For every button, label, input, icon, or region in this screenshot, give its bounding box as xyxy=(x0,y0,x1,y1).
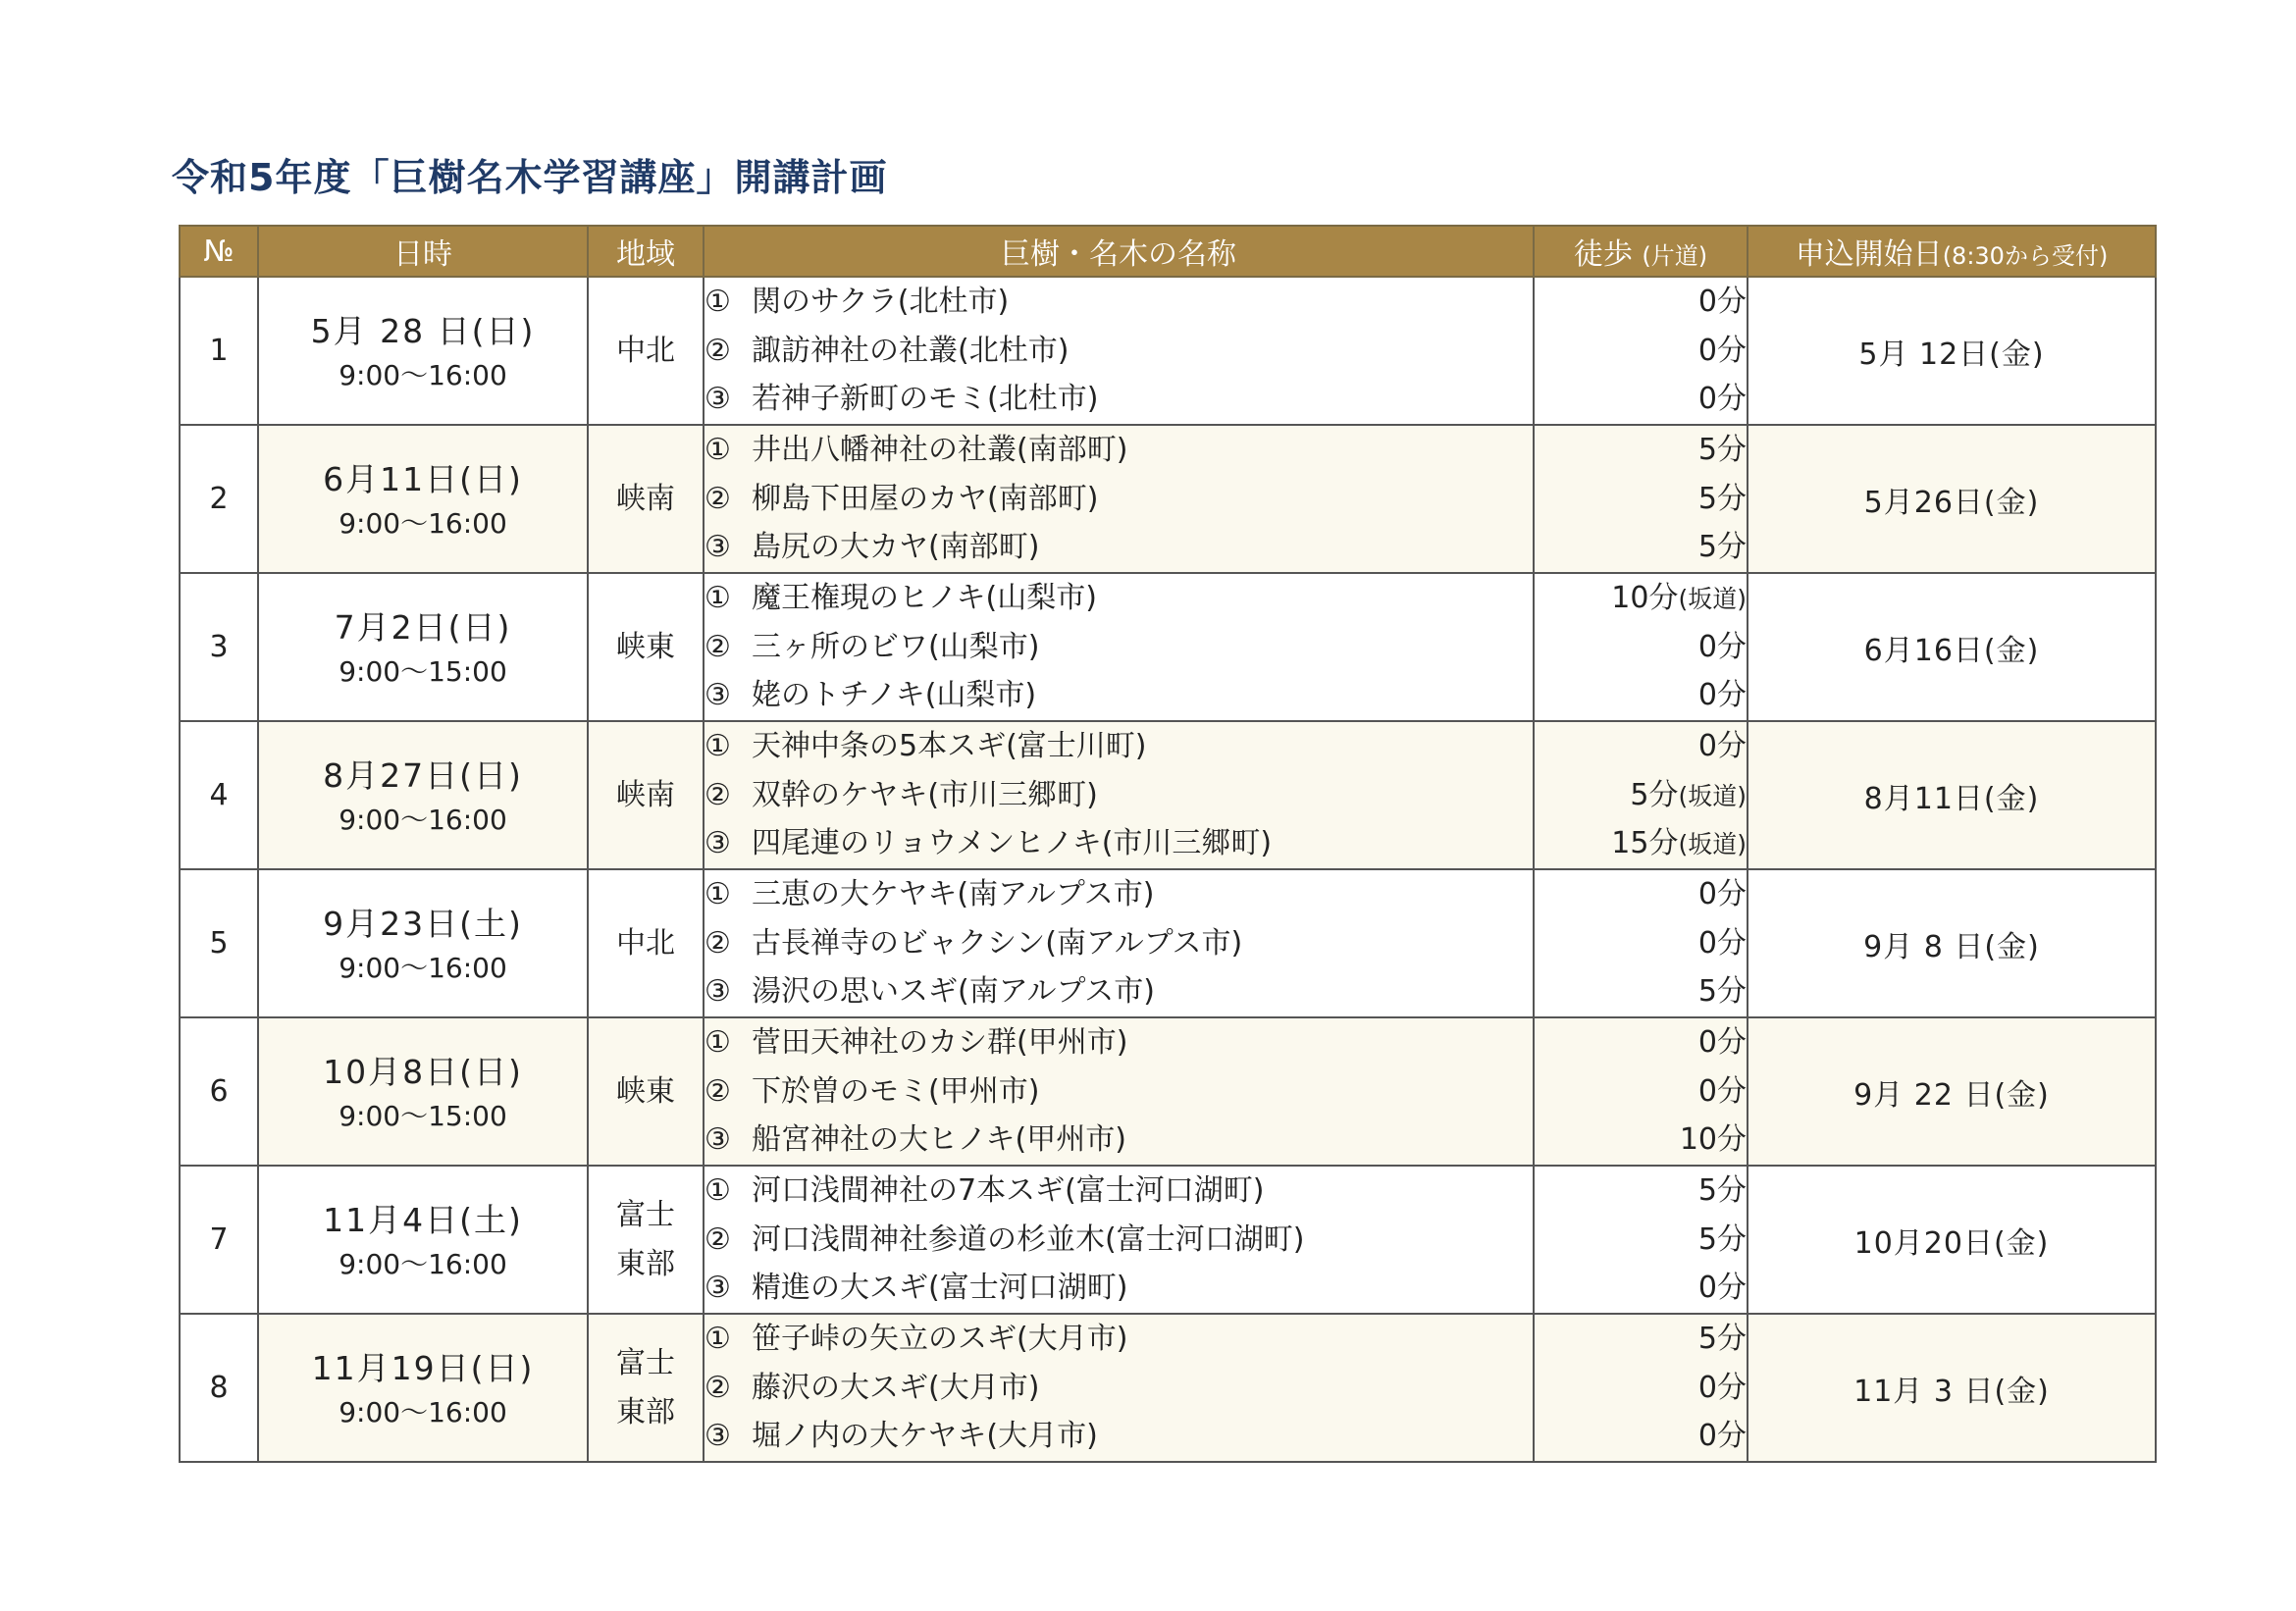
walk-time-item xyxy=(1535,722,1747,771)
walk-time: 0分 xyxy=(1697,1419,1747,1454)
region-name: 富士東部 xyxy=(616,1197,675,1281)
row-datetime xyxy=(258,573,588,721)
tree-name: 姥のトチノキ(山梨市) xyxy=(752,678,1037,713)
tree-name: 井出八幡神社の社叢(南部町) xyxy=(752,433,1128,468)
tree-name: 菅田天神社のカシ群(甲州市) xyxy=(752,1025,1128,1061)
tree-item xyxy=(704,771,1533,820)
walk-time-item xyxy=(1535,574,1747,623)
walk-time-item xyxy=(1535,1167,1747,1216)
tree-number: ③ xyxy=(704,1271,731,1306)
tree-name: 双幹のケヤキ(市川三郷町) xyxy=(752,777,1098,812)
walk-time: 0分 xyxy=(1697,925,1747,961)
tree-number: ② xyxy=(704,1221,731,1257)
walk-note: (坂道) xyxy=(1678,830,1747,859)
region-name: 峡南 xyxy=(616,481,675,516)
tree-number: ② xyxy=(704,333,731,368)
event-date: 9月23日(土) xyxy=(323,904,523,943)
table-header-row xyxy=(180,226,2156,277)
walk-time-item xyxy=(1535,523,1747,572)
walk-time: 5分 xyxy=(1697,1173,1747,1209)
walk-time-item xyxy=(1535,426,1747,475)
table-row xyxy=(180,573,2156,721)
tree-item xyxy=(704,671,1533,720)
region-name: 峡南 xyxy=(616,777,675,812)
region-name: 中北 xyxy=(616,333,675,368)
tree-item xyxy=(704,426,1533,475)
walk-time: 0分 xyxy=(1697,1073,1747,1109)
schedule-table xyxy=(179,225,2157,1463)
header-datetime: 日時 xyxy=(258,226,588,277)
walk-note: (坂道) xyxy=(1678,585,1747,614)
region-name: 富士東部 xyxy=(616,1345,675,1429)
row-walk xyxy=(1534,277,1748,425)
walk-time-item xyxy=(1535,819,1747,868)
application-start-date: 6月16日(金) xyxy=(1748,573,2156,721)
tree-number: ③ xyxy=(704,826,731,861)
tree-name: 柳島下田屋のカヤ(南部町) xyxy=(752,481,1099,516)
walk-time: 5分 xyxy=(1697,433,1747,468)
walk-time-item xyxy=(1535,1116,1747,1165)
tree-item xyxy=(704,919,1533,968)
tree-number: ③ xyxy=(704,974,731,1010)
walk-time-item xyxy=(1535,1412,1747,1461)
tree-number: ③ xyxy=(704,530,731,565)
tree-item xyxy=(704,1018,1533,1067)
event-time: 9:00～16:00 xyxy=(339,951,507,984)
tree-item xyxy=(704,870,1533,919)
walk-time: 5分 xyxy=(1697,481,1747,516)
application-start-date: 5月26日(金) xyxy=(1748,425,2156,573)
row-trees xyxy=(704,425,1534,573)
row-region xyxy=(588,277,704,425)
tree-number: ① xyxy=(704,433,731,468)
event-date: 10月8日(日) xyxy=(323,1052,523,1091)
walk-time: 0分 xyxy=(1697,729,1747,764)
tree-number: ② xyxy=(704,629,731,664)
walk-time: 10分 xyxy=(1679,1122,1747,1158)
tree-number: ① xyxy=(704,1025,731,1061)
row-number: 6 xyxy=(180,1017,258,1166)
event-date: 7月2日(日) xyxy=(334,607,512,647)
row-region xyxy=(588,1017,704,1166)
walk-time-item xyxy=(1535,967,1747,1016)
walk-note: (坂道) xyxy=(1678,781,1747,810)
table-body xyxy=(180,277,2156,1462)
row-datetime xyxy=(258,277,588,425)
row-trees xyxy=(704,721,1534,869)
walk-time: 0分 xyxy=(1697,333,1747,368)
walk-time-item xyxy=(1535,1364,1747,1413)
region-name: 峡東 xyxy=(616,629,675,664)
tree-name: 湯沢の思いスギ(南アルプス市) xyxy=(752,974,1156,1010)
tree-name: 諏訪神社の社叢(北杜市) xyxy=(752,333,1070,368)
tree-item xyxy=(704,1364,1533,1413)
tree-name: 河口浅間神社の7本スギ(富士河口湖町) xyxy=(752,1173,1265,1209)
tree-item xyxy=(704,623,1533,672)
row-datetime xyxy=(258,1017,588,1166)
tree-number: ① xyxy=(704,285,731,320)
tree-item xyxy=(704,523,1533,572)
row-number: 2 xyxy=(180,425,258,573)
tree-name: 関のサクラ(北杜市) xyxy=(752,285,1010,320)
walk-time-item xyxy=(1535,278,1747,327)
tree-name: 下於曽のモミ(甲州市) xyxy=(752,1073,1040,1109)
tree-number: ① xyxy=(704,1322,731,1357)
table-row xyxy=(180,1017,2156,1166)
header-walk-label: 徒歩 xyxy=(1573,237,1633,272)
header-no: № xyxy=(180,226,258,277)
tree-number: ③ xyxy=(704,1122,731,1158)
tree-number: ② xyxy=(704,481,731,516)
event-date: 5月 28 日(日) xyxy=(310,311,536,350)
row-trees xyxy=(704,1017,1534,1166)
header-walk-note: (片道) xyxy=(1642,242,1708,270)
row-walk xyxy=(1534,1017,1748,1166)
table-row xyxy=(180,721,2156,869)
row-trees xyxy=(704,869,1534,1017)
region-name: 峡東 xyxy=(616,1073,675,1109)
tree-name: 若神子新町のモミ(北杜市) xyxy=(752,382,1099,417)
walk-time-item xyxy=(1535,375,1747,424)
row-trees xyxy=(704,1166,1534,1314)
tree-number: ① xyxy=(704,729,731,764)
tree-name: 船宮神社の大ヒノキ(甲州市) xyxy=(752,1122,1126,1158)
tree-item xyxy=(704,1412,1533,1461)
event-time: 9:00～16:00 xyxy=(339,506,507,540)
tree-item xyxy=(704,1216,1533,1265)
row-region xyxy=(588,1166,704,1314)
row-region xyxy=(588,425,704,573)
tree-item xyxy=(704,1067,1533,1117)
tree-number: ② xyxy=(704,925,731,961)
header-start xyxy=(1748,226,2156,277)
tree-item xyxy=(704,1167,1533,1216)
tree-name: 四尾連のリョウメンヒノキ(市川三郷町) xyxy=(752,826,1273,861)
tree-item xyxy=(704,1116,1533,1165)
page-title: 令和5年度「巨樹名木学習講座」開講計画 xyxy=(172,156,888,199)
tree-item xyxy=(704,475,1533,524)
walk-time: 0分 xyxy=(1697,1271,1747,1306)
tree-name: 藤沢の大スギ(大月市) xyxy=(752,1370,1040,1405)
event-time: 9:00～15:00 xyxy=(339,1099,507,1132)
walk-time: 0分 xyxy=(1697,1025,1747,1061)
walk-time-item xyxy=(1535,919,1747,968)
tree-item xyxy=(704,967,1533,1016)
header-start-label: 申込開始日 xyxy=(1795,237,1943,272)
table-row xyxy=(180,869,2156,1017)
tree-number: ③ xyxy=(704,382,731,417)
table-row xyxy=(180,277,2156,425)
tree-number: ① xyxy=(704,877,731,912)
application-start-date: 10月20日(金) xyxy=(1748,1166,2156,1314)
walk-time-item xyxy=(1535,1067,1747,1117)
row-datetime xyxy=(258,721,588,869)
application-start-date: 5月 12日(金) xyxy=(1748,277,2156,425)
row-walk xyxy=(1534,1314,1748,1462)
table-row xyxy=(180,425,2156,573)
row-walk xyxy=(1534,573,1748,721)
tree-name: 魔王権現のヒノキ(山梨市) xyxy=(752,581,1097,616)
walk-time-item xyxy=(1535,771,1747,820)
walk-time: 5分 xyxy=(1697,1322,1747,1357)
walk-time: 5分 xyxy=(1697,530,1747,565)
application-start-date: 9月 22 日(金) xyxy=(1748,1017,2156,1166)
tree-name: 三ヶ所のビワ(山梨市) xyxy=(752,629,1040,664)
tree-number: ② xyxy=(704,1370,731,1405)
tree-number: ② xyxy=(704,777,731,812)
tree-name: 河口浅間神社参道の杉並木(富士河口湖町) xyxy=(752,1221,1305,1257)
row-datetime xyxy=(258,425,588,573)
row-datetime xyxy=(258,1166,588,1314)
row-number: 7 xyxy=(180,1166,258,1314)
header-start-note: (8:30から受付) xyxy=(1942,242,2109,270)
walk-time: 0分 xyxy=(1697,285,1747,320)
walk-time: 5分 xyxy=(1697,1221,1747,1257)
row-trees xyxy=(704,277,1534,425)
row-number: 8 xyxy=(180,1314,258,1462)
walk-time-item xyxy=(1535,1216,1747,1265)
event-date: 6月11日(日) xyxy=(323,459,523,498)
walk-time-item xyxy=(1535,870,1747,919)
walk-time-item xyxy=(1535,1264,1747,1313)
event-time: 9:00～16:00 xyxy=(339,1247,507,1280)
walk-time: 0分 xyxy=(1697,382,1747,417)
walk-time: 0分 xyxy=(1697,629,1747,664)
row-region xyxy=(588,869,704,1017)
tree-name: 精進の大スギ(富士河口湖町) xyxy=(752,1271,1128,1306)
row-walk xyxy=(1534,869,1748,1017)
row-region xyxy=(588,573,704,721)
tree-name: 島尻の大カヤ(南部町) xyxy=(752,530,1040,565)
row-datetime xyxy=(258,1314,588,1462)
tree-number: ③ xyxy=(704,678,731,713)
walk-time: 15分 xyxy=(1611,826,1679,861)
walk-time: 10分 xyxy=(1611,581,1679,616)
row-number: 3 xyxy=(180,573,258,721)
header-trees: 巨樹・名木の名称 xyxy=(704,226,1534,277)
row-walk xyxy=(1534,425,1748,573)
tree-name: 三恵の大ケヤキ(南アルプス市) xyxy=(752,877,1155,912)
row-number: 5 xyxy=(180,869,258,1017)
header-walk xyxy=(1534,226,1748,277)
tree-item xyxy=(704,1315,1533,1364)
walk-time-item xyxy=(1535,327,1747,376)
tree-item xyxy=(704,574,1533,623)
event-date: 11月19日(日) xyxy=(311,1348,535,1387)
walk-time: 0分 xyxy=(1697,1370,1747,1405)
row-number: 1 xyxy=(180,277,258,425)
application-start-date: 9月 8 日(金) xyxy=(1748,869,2156,1017)
region-name: 中北 xyxy=(616,925,675,961)
table-row xyxy=(180,1314,2156,1462)
walk-time-item xyxy=(1535,671,1747,720)
row-region xyxy=(588,721,704,869)
tree-item xyxy=(704,1264,1533,1313)
tree-number: ① xyxy=(704,1173,731,1209)
event-date: 8月27日(日) xyxy=(323,755,523,795)
tree-item xyxy=(704,327,1533,376)
table-row xyxy=(180,1166,2156,1314)
walk-time-item xyxy=(1535,623,1747,672)
event-time: 9:00～16:00 xyxy=(339,1395,507,1429)
row-trees xyxy=(704,1314,1534,1462)
tree-number: ② xyxy=(704,1073,731,1109)
event-time: 9:00～16:00 xyxy=(339,803,507,836)
header-region: 地域 xyxy=(588,226,704,277)
walk-time: 5分 xyxy=(1697,974,1747,1010)
event-time: 9:00～15:00 xyxy=(339,654,507,688)
row-region xyxy=(588,1314,704,1462)
tree-item xyxy=(704,375,1533,424)
row-number: 4 xyxy=(180,721,258,869)
walk-time: 5分 xyxy=(1630,777,1679,812)
tree-name: 天神中条の5本スギ(富士川町) xyxy=(752,729,1147,764)
walk-time: 0分 xyxy=(1697,678,1747,713)
row-trees xyxy=(704,573,1534,721)
walk-time-item xyxy=(1535,1315,1747,1364)
walk-time-item xyxy=(1535,1018,1747,1067)
row-datetime xyxy=(258,869,588,1017)
event-time: 9:00～16:00 xyxy=(339,358,507,391)
row-walk xyxy=(1534,1166,1748,1314)
application-start-date: 8月11日(金) xyxy=(1748,721,2156,869)
tree-name: 笹子峠の矢立のスギ(大月市) xyxy=(752,1322,1128,1357)
tree-name: 堀ノ内の大ケヤキ(大月市) xyxy=(752,1419,1098,1454)
tree-item xyxy=(704,722,1533,771)
tree-item xyxy=(704,278,1533,327)
row-walk xyxy=(1534,721,1748,869)
walk-time: 0分 xyxy=(1697,877,1747,912)
tree-number: ① xyxy=(704,581,731,616)
tree-item xyxy=(704,819,1533,868)
tree-name: 古長禅寺のビャクシン(南アルプス市) xyxy=(752,925,1243,961)
application-start-date: 11月 3 日(金) xyxy=(1748,1314,2156,1462)
event-date: 11月4日(土) xyxy=(323,1200,523,1239)
walk-time-item xyxy=(1535,475,1747,524)
tree-number: ③ xyxy=(704,1419,731,1454)
